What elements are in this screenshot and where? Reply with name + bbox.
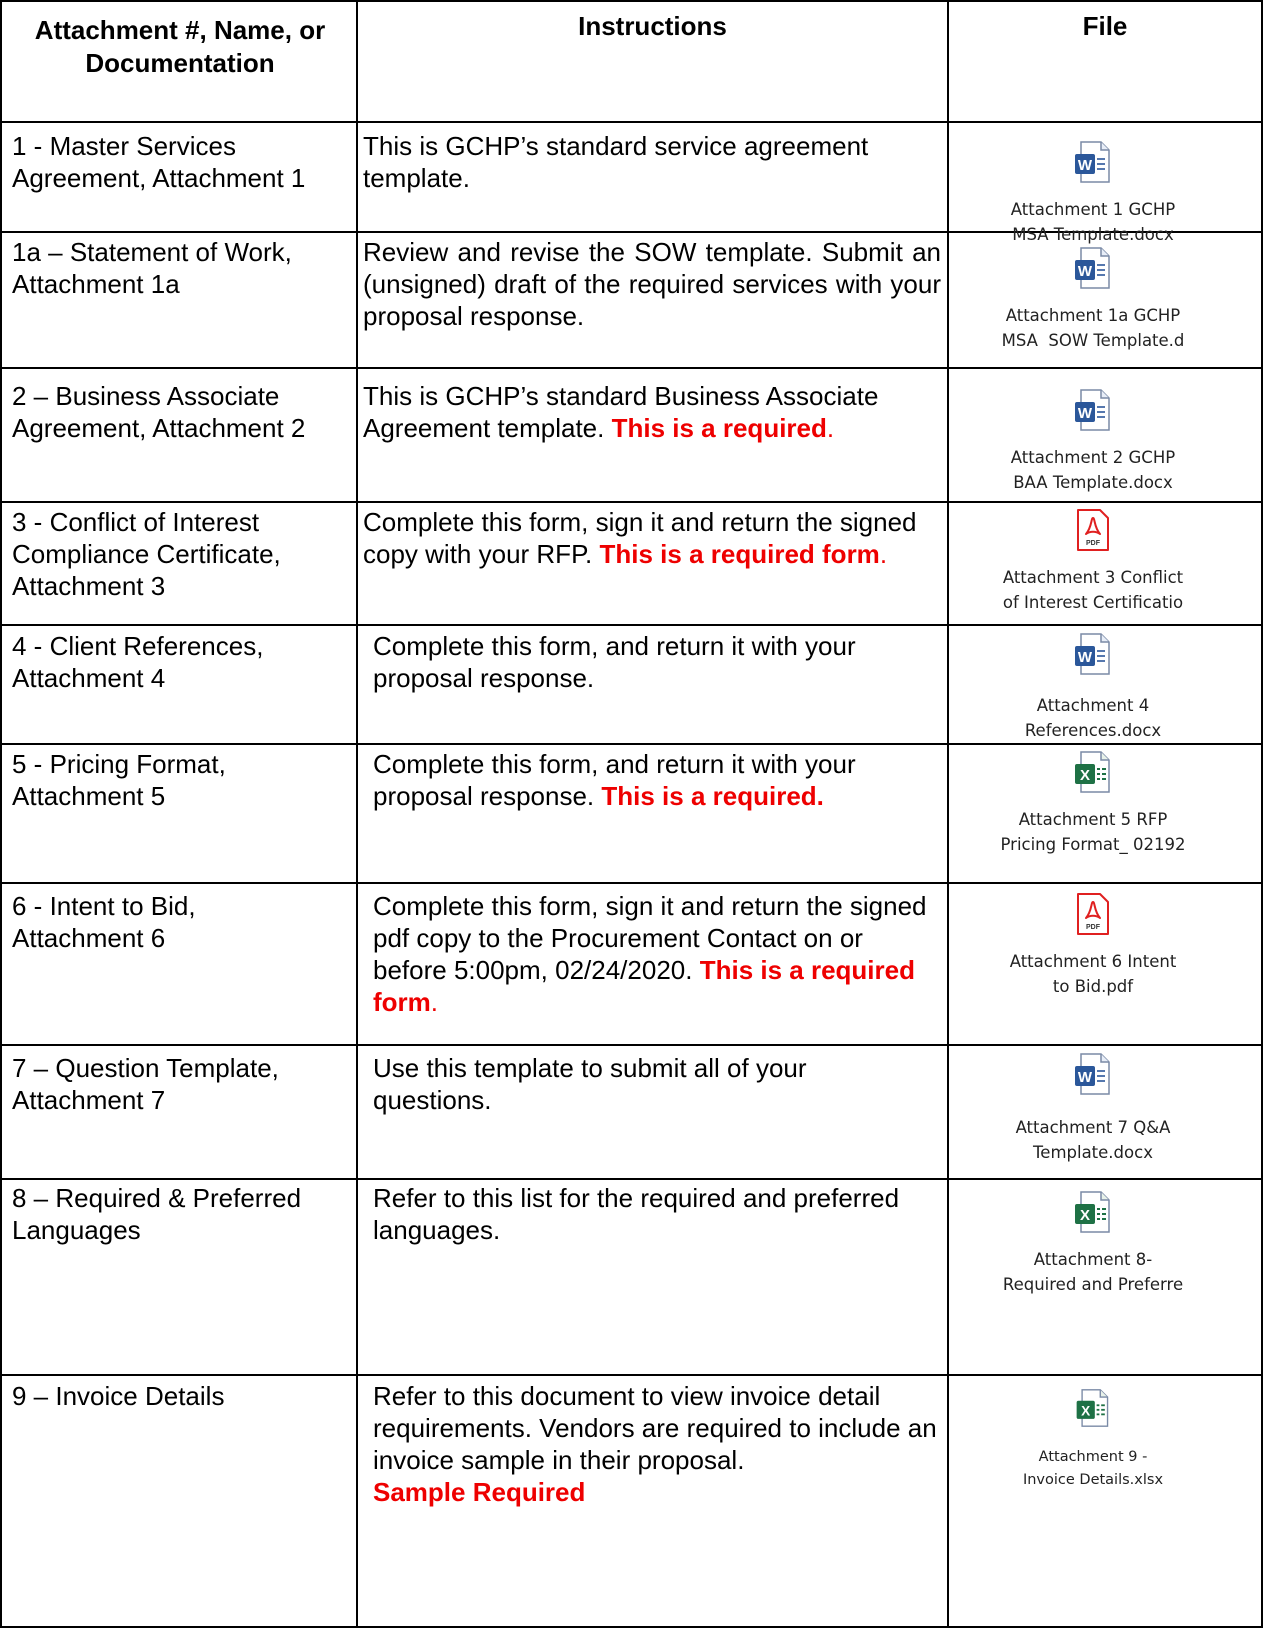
instruction-body: This is GCHP’s standard Business Associate Agreement template. bbox=[363, 381, 879, 443]
svg-text:PDF: PDF bbox=[1086, 540, 1100, 547]
file-attachment[interactable] bbox=[990, 632, 1196, 743]
word-doc-icon bbox=[990, 632, 1196, 683]
instruction-body: Refer to this document to view invoice detail requirements. Vendors are required to include an invoice sample in their proposal. bbox=[373, 1381, 937, 1475]
svg-text:X: X bbox=[1079, 767, 1091, 784]
file-name: Attachment 6 Intent to Bid.pdf bbox=[1009, 952, 1177, 996]
pdf-icon bbox=[990, 892, 1196, 943]
instruction-text bbox=[373, 748, 933, 812]
instruction-body: Complete this form, sign it and return the signed copy with your RFP. bbox=[363, 507, 917, 569]
svg-text:W: W bbox=[1077, 405, 1093, 422]
required-note: This is a required bbox=[611, 413, 827, 443]
instruction-text bbox=[363, 380, 941, 444]
file-attachment[interactable] bbox=[990, 1388, 1196, 1492]
instruction-text bbox=[373, 630, 933, 694]
svg-text:W: W bbox=[1077, 157, 1093, 174]
file-name: Attachment 2 GCHP BAA Template.docx bbox=[1010, 448, 1176, 492]
file-attachment[interactable] bbox=[990, 388, 1196, 495]
file-attachment[interactable] bbox=[990, 140, 1196, 247]
header-attachment-name: Attachment #, Name, or Documentation bbox=[34, 15, 326, 78]
svg-text:X: X bbox=[1079, 1207, 1091, 1224]
instruction-text bbox=[363, 506, 945, 570]
instruction-body: Refer to this list for the required and preferred languages. bbox=[373, 1183, 900, 1245]
instruction-body: Use this template to submit all of your questions. bbox=[373, 1053, 807, 1115]
excel-icon bbox=[990, 1190, 1196, 1241]
instruction-text bbox=[373, 1182, 948, 1246]
instruction-body: This is GCHP’s standard service agreement template. bbox=[363, 131, 869, 193]
instruction-text bbox=[373, 1380, 948, 1508]
required-note-tail: . bbox=[430, 987, 439, 1017]
instruction-body: Complete this form, and return it with your proposal response. bbox=[373, 749, 856, 811]
svg-text:X: X bbox=[1081, 1403, 1091, 1419]
file-attachment[interactable] bbox=[990, 1052, 1196, 1165]
header-file: File bbox=[1082, 11, 1128, 41]
required-note: This is a required form bbox=[373, 955, 915, 1017]
file-attachment[interactable] bbox=[990, 1190, 1196, 1297]
file-name: Attachment 5 RFP Pricing Format_ 02192 bbox=[1000, 810, 1186, 854]
attachment-name: 3 - Conflict of Interest Compliance Certificate, Attachment 3 bbox=[12, 507, 281, 601]
file-name: Attachment 9 - Invoice Details.xlsx bbox=[1022, 1449, 1164, 1488]
required-note: Sample Required bbox=[373, 1477, 586, 1507]
file-name: Attachment 3 Conflict of Interest Certificatio bbox=[1002, 568, 1184, 612]
attachment-name: 9 – Invoice Details bbox=[12, 1381, 225, 1411]
svg-text:W: W bbox=[1077, 649, 1093, 666]
word-doc-icon bbox=[990, 246, 1196, 297]
header-instructions: Instructions bbox=[578, 11, 727, 41]
file-attachment[interactable] bbox=[990, 750, 1196, 857]
file-name: Attachment 4 References.docx bbox=[1024, 696, 1162, 740]
file-name: Attachment 1a GCHP MSA SOW Template.d bbox=[1001, 306, 1185, 350]
required-note-tail: . bbox=[826, 413, 835, 443]
excel-icon bbox=[990, 750, 1196, 801]
attachment-name: 8 – Required & Preferred Languages bbox=[12, 1183, 302, 1245]
attachment-name: 7 – Question Template, Attachment 7 bbox=[12, 1053, 279, 1115]
word-doc-icon bbox=[990, 388, 1196, 439]
instruction-text bbox=[363, 236, 941, 332]
file-attachment[interactable] bbox=[990, 246, 1196, 353]
svg-text:W: W bbox=[1077, 1069, 1093, 1086]
attachment-name: 5 - Pricing Format, Attachment 5 bbox=[12, 749, 226, 811]
required-note-tail: . bbox=[879, 539, 888, 569]
attachment-name: 1a – Statement of Work, Attachment 1a bbox=[12, 237, 292, 299]
file-name: Attachment 1 GCHP MSA Template.docx bbox=[1010, 200, 1176, 244]
attachment-name: 1 - Master Services Agreement, Attachment 1 bbox=[12, 131, 306, 193]
file-name: Attachment 8- Required and Preferre bbox=[1002, 1250, 1184, 1294]
svg-text:PDF: PDF bbox=[1086, 924, 1100, 931]
instruction-body: Review and revise the SOW template. Submit an (unsigned) draft of the required services with your proposal response. bbox=[363, 237, 941, 331]
file-name: Attachment 7 Q&A Template.docx bbox=[1015, 1118, 1171, 1162]
attachment-name: 6 - Intent to Bid, Attachment 6 bbox=[12, 891, 196, 953]
instruction-text bbox=[373, 1052, 893, 1116]
file-attachment[interactable] bbox=[990, 508, 1196, 615]
pdf-icon bbox=[990, 508, 1196, 559]
attachment-name: 4 - Client References, Attachment 4 bbox=[12, 631, 264, 693]
instruction-body: Complete this form, sign it and return the signed pdf copy to the Procurement Contact on or before 5:00pm, 02/24/2020. bbox=[373, 891, 927, 985]
instruction-body: Complete this form, and return it with your proposal response. bbox=[373, 631, 856, 693]
required-note: This is a required. bbox=[601, 781, 824, 811]
file-attachment[interactable] bbox=[990, 892, 1196, 999]
word-doc-icon bbox=[990, 140, 1196, 191]
word-doc-icon bbox=[990, 1052, 1196, 1103]
excel-icon bbox=[990, 1388, 1196, 1436]
instruction-text bbox=[363, 130, 941, 194]
attachment-name: 2 – Business Associate Agreement, Attachment 2 bbox=[12, 381, 306, 443]
svg-text:W: W bbox=[1077, 263, 1093, 280]
required-note: This is a required form bbox=[599, 539, 880, 569]
instruction-text bbox=[373, 890, 943, 1018]
